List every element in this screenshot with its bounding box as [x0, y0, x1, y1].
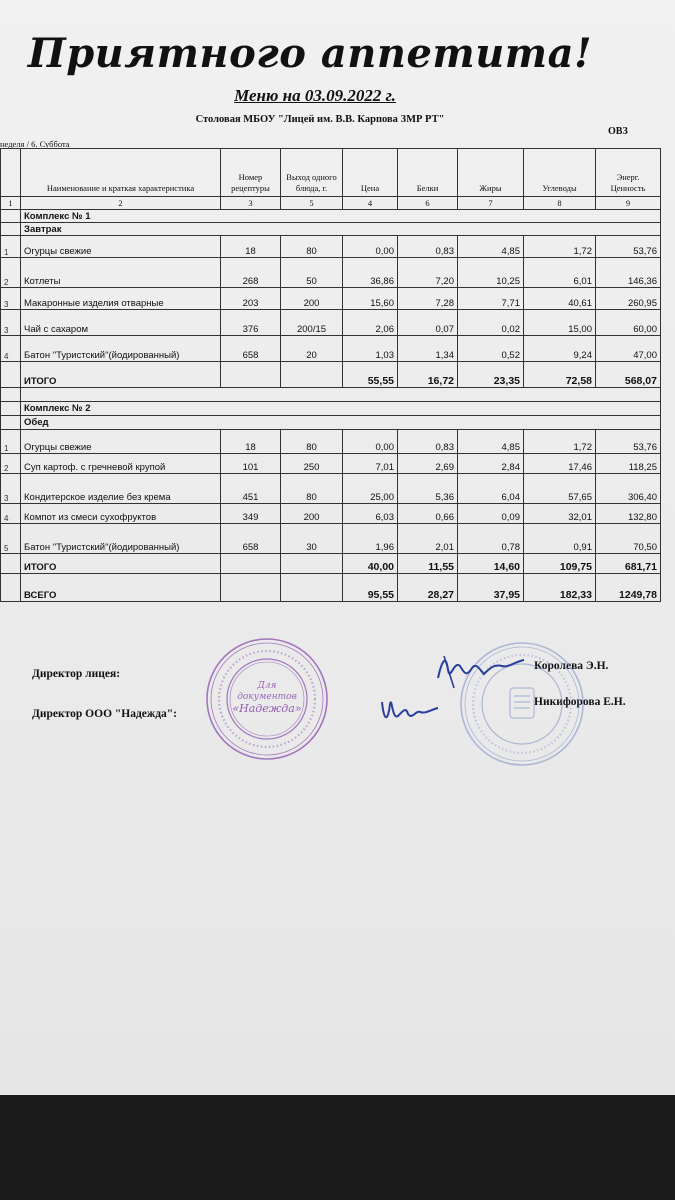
dish-energy: 146,36: [596, 258, 661, 288]
row-index: 4: [1, 504, 21, 524]
dish-price: 36,86: [343, 258, 398, 288]
grand-total-label: ВСЕГО: [21, 574, 221, 602]
dish-name: Огурцы свежие: [21, 430, 221, 454]
colnum-energy: 9: [596, 197, 661, 210]
header-yield: Выход одного блюда, г.: [281, 149, 343, 197]
canteen-name: Столовая МБОУ "Лицей им. В.В. Карпова ЗМР РТ": [195, 114, 445, 125]
dish-protein: 7,20: [398, 258, 458, 288]
recipe-number: 349: [221, 504, 281, 524]
dish-name: Котлеты: [21, 258, 221, 288]
dish-fat: 0,02: [458, 310, 524, 336]
table-row: [1, 310, 661, 336]
recipe-number: 101: [221, 454, 281, 474]
dish-price: 15,60: [343, 288, 398, 310]
table-row: [1, 454, 661, 474]
row-index: 2: [1, 454, 21, 474]
complex2-meal: Обед: [21, 416, 661, 430]
dish-price: 1,96: [343, 524, 398, 554]
table-row: [1, 236, 661, 258]
dish-price: 1,03: [343, 336, 398, 362]
dish-fat: 2,84: [458, 454, 524, 474]
dish-energy: 118,25: [596, 454, 661, 474]
dish-price: 7,01: [343, 454, 398, 474]
recipe-number: 18: [221, 430, 281, 454]
dish-carbs: 15,00: [524, 310, 596, 336]
row-index: 3: [1, 474, 21, 504]
table-row: [1, 430, 661, 454]
dish-carbs: 1,72: [524, 236, 596, 258]
colnum-name: 2: [21, 197, 221, 210]
colnum-yield: 5: [281, 197, 343, 210]
header-protein: Белки: [398, 149, 458, 197]
table-row: [1, 474, 661, 504]
dish-energy: 53,76: [596, 430, 661, 454]
grand-total-carbs: 182,33: [524, 574, 596, 602]
dish-protein: 0,83: [398, 236, 458, 258]
table-row: [1, 524, 661, 554]
dish-yield: 80: [281, 430, 343, 454]
dish-name: Батон "Туристский"(йодированный): [21, 336, 221, 362]
total-price: 40,00: [343, 554, 398, 574]
dish-yield: 250: [281, 454, 343, 474]
dish-name: Макаронные изделия отварные: [21, 288, 221, 310]
dish-name: Огурцы свежие: [21, 236, 221, 258]
table-row: [1, 258, 661, 288]
total-fat: 23,35: [458, 362, 524, 388]
dish-carbs: 9,24: [524, 336, 596, 362]
dish-yield: 200/15: [281, 310, 343, 336]
table-header-row: [1, 149, 661, 197]
dish-protein: 0,66: [398, 504, 458, 524]
dish-protein: 1,34: [398, 336, 458, 362]
recipe-number: 203: [221, 288, 281, 310]
dish-energy: 260,95: [596, 288, 661, 310]
dish-yield: 50: [281, 258, 343, 288]
table-row: [1, 504, 661, 524]
colnum-fat: 7: [458, 197, 524, 210]
dish-protein: 0,07: [398, 310, 458, 336]
director-lyceum-name: Королева Э.Н.: [534, 660, 609, 672]
recipe-number: 376: [221, 310, 281, 336]
dish-carbs: 6,01: [524, 258, 596, 288]
recipe-number: 268: [221, 258, 281, 288]
dish-energy: 70,50: [596, 524, 661, 554]
total-row: [1, 362, 661, 388]
dish-carbs: 57,65: [524, 474, 596, 504]
dish-name: Батон "Туристский"(йодированный): [21, 524, 221, 554]
stamp-line-1: Для: [257, 681, 277, 691]
complex1-meal: Завтрак: [21, 223, 661, 236]
director-ooo-label: Директор ООО "Надежда":: [32, 708, 178, 720]
total-protein: 16,72: [398, 362, 458, 388]
table-row: [1, 336, 661, 362]
spacer-row: [1, 388, 661, 402]
colnum-idx: 1: [1, 197, 21, 210]
weekday-label: неделя / 6. Суббота: [0, 139, 70, 149]
dish-energy: 47,00: [596, 336, 661, 362]
dish-yield: 20: [281, 336, 343, 362]
dish-fat: 4,85: [458, 430, 524, 454]
row-index: 4: [1, 336, 21, 362]
row-index: 1: [1, 236, 21, 258]
nadezhda-stamp: [204, 636, 330, 762]
total-label: ИТОГО: [21, 554, 221, 574]
complex-label-row: [1, 402, 661, 416]
header-index: [1, 149, 21, 197]
dish-energy: 53,76: [596, 236, 661, 258]
recipe-number: 18: [221, 236, 281, 258]
dish-carbs: 40,61: [524, 288, 596, 310]
recipe-number: 658: [221, 524, 281, 554]
dish-fat: 4,85: [458, 236, 524, 258]
recipe-number: 658: [221, 336, 281, 362]
row-index: 1: [1, 430, 21, 454]
dish-name: Кондитерское изделие без крема: [21, 474, 221, 504]
dish-carbs: 17,46: [524, 454, 596, 474]
dish-fat: 6,04: [458, 474, 524, 504]
dish-price: 0,00: [343, 236, 398, 258]
stamp-line-2: документов: [237, 692, 297, 702]
menu-table: [0, 148, 661, 602]
signature-korolyova: [432, 648, 528, 692]
total-label: ИТОГО: [21, 362, 221, 388]
complex2-label: Комплекс № 2: [21, 402, 661, 416]
colnum-protein: 6: [398, 197, 458, 210]
dish-protein: 5,36: [398, 474, 458, 504]
dish-price: 0,00: [343, 430, 398, 454]
dish-energy: 60,00: [596, 310, 661, 336]
complex1-label: Комплекс № 1: [21, 210, 661, 223]
director-lyceum-label: Директор лицея:: [32, 668, 121, 680]
colnum-price: 4: [343, 197, 398, 210]
dish-protein: 7,28: [398, 288, 458, 310]
dish-yield: 200: [281, 288, 343, 310]
header-recipe: Номер рецептуры: [221, 149, 281, 197]
total-carbs: 72,58: [524, 362, 596, 388]
row-index: 5: [1, 524, 21, 554]
header-carbs: Углеводы: [524, 149, 596, 197]
dish-price: 25,00: [343, 474, 398, 504]
dish-yield: 30: [281, 524, 343, 554]
dish-yield: 80: [281, 236, 343, 258]
total-price: 55,55: [343, 362, 398, 388]
dish-energy: 306,40: [596, 474, 661, 504]
grand-total-fat: 37,95: [458, 574, 524, 602]
dish-protein: 2,69: [398, 454, 458, 474]
dish-fat: 0,09: [458, 504, 524, 524]
row-index: 2: [1, 258, 21, 288]
row-index: 3: [1, 310, 21, 336]
dish-carbs: 1,72: [524, 430, 596, 454]
meal-label-row: [1, 223, 661, 236]
complex-label-row: [1, 210, 661, 223]
dish-name: Суп картоф. с гречневой крупой: [21, 454, 221, 474]
header-name: Наименование и краткая характеристика: [21, 149, 221, 197]
total-fat: 14,60: [458, 554, 524, 574]
grand-total-price: 95,55: [343, 574, 398, 602]
page-title: Приятного аппетита!: [27, 30, 593, 77]
total-carbs: 109,75: [524, 554, 596, 574]
total-energy: 568,07: [596, 362, 661, 388]
dish-fat: 7,71: [458, 288, 524, 310]
dish-energy: 132,80: [596, 504, 661, 524]
dish-protein: 2,01: [398, 524, 458, 554]
dish-yield: 80: [281, 474, 343, 504]
menu-date: Меню на 03.09.2022 г.: [234, 86, 396, 105]
meal-label-row: [1, 416, 661, 430]
dish-fat: 0,78: [458, 524, 524, 554]
column-numbers-row: [1, 197, 661, 210]
header-price: Цена: [343, 149, 398, 197]
signature-nikiforova: [378, 692, 442, 728]
dish-name: Чай с сахаром: [21, 310, 221, 336]
stamp-line-3: «Надежда»: [232, 702, 302, 715]
dish-fat: 10,25: [458, 258, 524, 288]
grand-total-protein: 28,27: [398, 574, 458, 602]
grand-total-energy: 1249,78: [596, 574, 661, 602]
director-ooo-name: Никифорова Е.Н.: [534, 696, 626, 708]
total-row: [1, 554, 661, 574]
total-energy: 681,71: [596, 554, 661, 574]
grand-total-row: [1, 574, 661, 602]
header-energy: Энерг. Ценность: [596, 149, 661, 197]
colnum-carbs: 8: [524, 197, 596, 210]
dish-carbs: 0,91: [524, 524, 596, 554]
dish-carbs: 32,01: [524, 504, 596, 524]
ovz-label: ОВЗ: [608, 126, 628, 137]
total-protein: 11,55: [398, 554, 458, 574]
colnum-recipe: 3: [221, 197, 281, 210]
dish-yield: 200: [281, 504, 343, 524]
dish-price: 2,06: [343, 310, 398, 336]
table-row: [1, 288, 661, 310]
dish-name: Компот из смеси сухофруктов: [21, 504, 221, 524]
header-fat: Жиры: [458, 149, 524, 197]
dish-price: 6,03: [343, 504, 398, 524]
recipe-number: 451: [221, 474, 281, 504]
dish-fat: 0,52: [458, 336, 524, 362]
row-index: 3: [1, 288, 21, 310]
dish-protein: 0,83: [398, 430, 458, 454]
